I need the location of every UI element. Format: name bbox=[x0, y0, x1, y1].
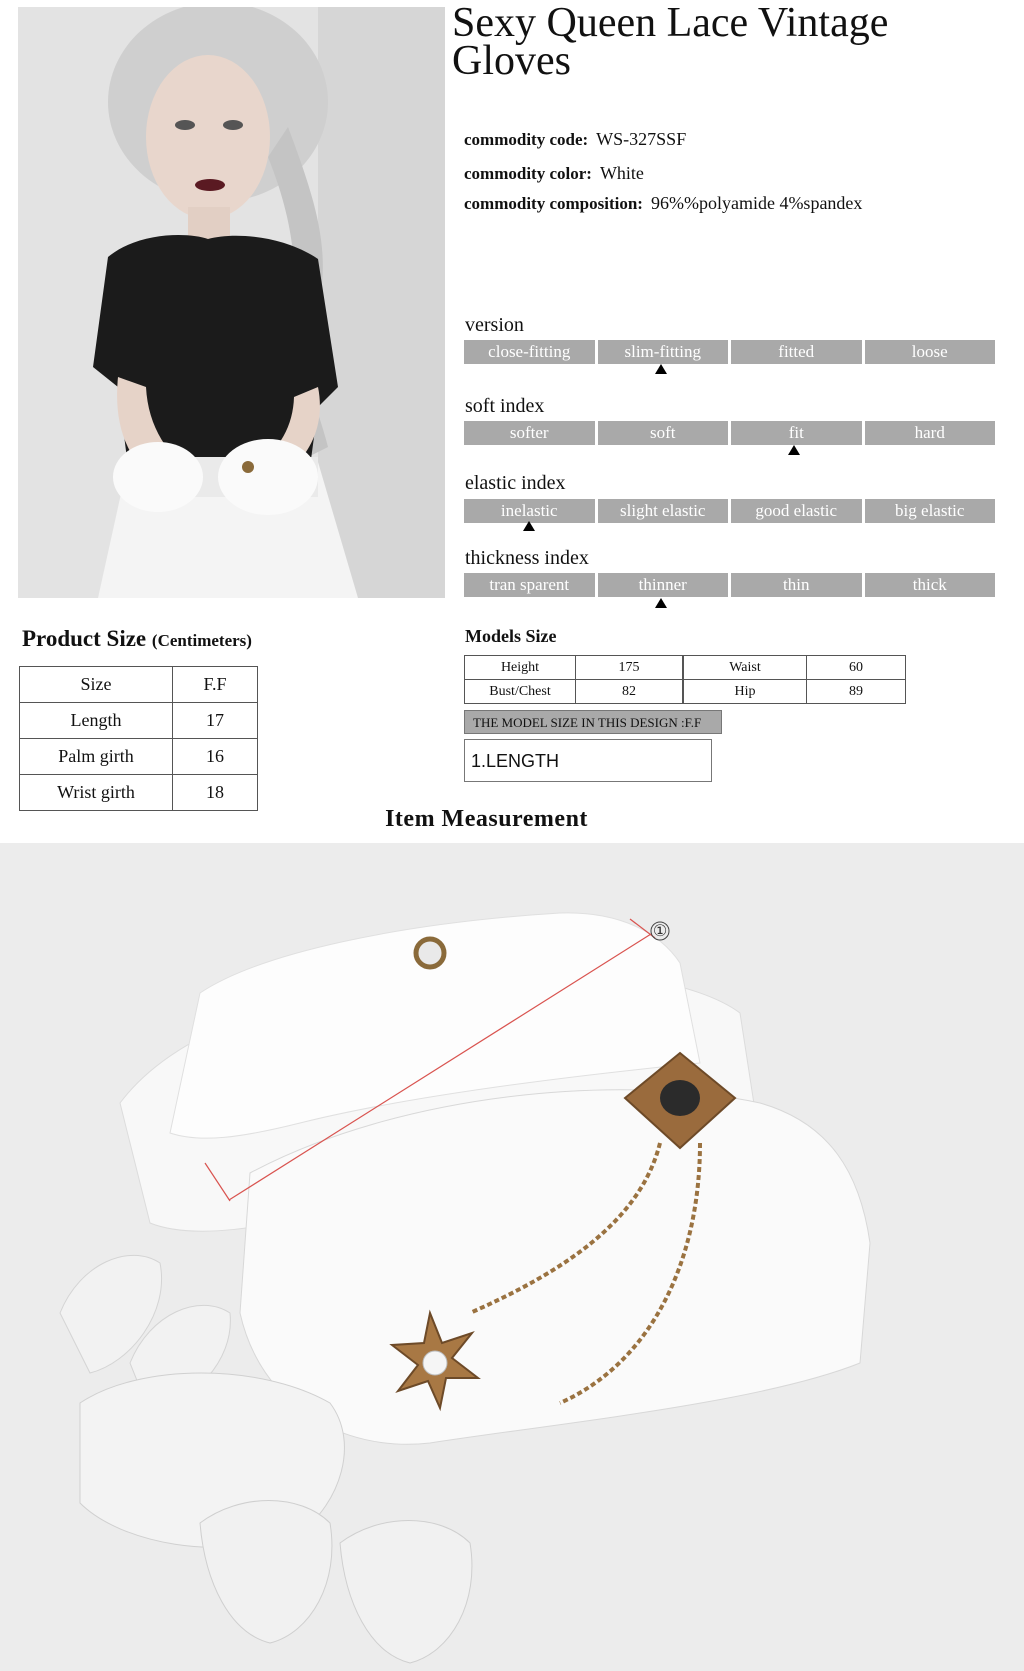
product-size-unit: (Centimeters) bbox=[151, 631, 252, 650]
measurement-marker: ① bbox=[652, 921, 668, 940]
models-cell: Waist bbox=[684, 656, 807, 680]
models-cell: 175 bbox=[576, 656, 683, 680]
product-size-title: Product Size bbox=[22, 626, 147, 651]
size-header: F.F bbox=[173, 667, 258, 703]
commodity-color-value: White bbox=[599, 163, 644, 183]
table-row bbox=[684, 680, 906, 704]
version-option: loose bbox=[865, 340, 996, 364]
version-option: slim-fitting bbox=[598, 340, 729, 364]
models-cell: Hip bbox=[684, 680, 807, 704]
soft-index-marker-icon bbox=[788, 445, 800, 455]
size-cell: Length bbox=[20, 703, 173, 739]
soft-index-option: fit bbox=[731, 421, 862, 445]
product-photo bbox=[0, 843, 1024, 1671]
item-measurement-heading: Item Measurement bbox=[385, 806, 588, 832]
version-row bbox=[464, 340, 995, 364]
commodity-composition-label: commodity composition: bbox=[464, 194, 643, 213]
thickness-index-option: thinner bbox=[598, 573, 729, 597]
size-cell: Palm girth bbox=[20, 739, 173, 775]
size-header: Size bbox=[20, 667, 173, 703]
models-size-table-left bbox=[464, 655, 683, 704]
size-cell: 17 bbox=[173, 703, 258, 739]
models-size-heading: Models Size bbox=[465, 626, 557, 646]
version-label: version bbox=[465, 314, 524, 336]
size-cell: 18 bbox=[173, 775, 258, 811]
size-cell: 16 bbox=[173, 739, 258, 775]
commodity-code-value: WS-327SSF bbox=[596, 129, 687, 149]
table-row bbox=[20, 667, 258, 703]
model-photo bbox=[18, 7, 445, 598]
models-cell: Height bbox=[465, 656, 576, 680]
table-row bbox=[465, 680, 683, 704]
table-row bbox=[465, 656, 683, 680]
commodity-color-label: commodity color: bbox=[464, 164, 592, 183]
commodity-code bbox=[464, 129, 686, 150]
version-option: close-fitting bbox=[464, 340, 595, 364]
commodity-composition-value: 96%%polyamide 4%spandex bbox=[650, 193, 863, 213]
product-size-table bbox=[19, 666, 258, 811]
models-cell: 82 bbox=[576, 680, 683, 704]
elastic-index-option: big elastic bbox=[865, 499, 996, 523]
table-row bbox=[684, 656, 906, 680]
soft-index-row bbox=[464, 421, 995, 445]
size-cell: Wrist girth bbox=[20, 775, 173, 811]
length-legend: 1.LENGTH bbox=[464, 739, 712, 782]
commodity-composition bbox=[464, 193, 862, 214]
table-row bbox=[20, 739, 258, 775]
thickness-index-row bbox=[464, 573, 995, 597]
version-option: fitted bbox=[731, 340, 862, 364]
thickness-index-option: thick bbox=[865, 573, 996, 597]
elastic-index-option: inelastic bbox=[464, 499, 595, 523]
elastic-index-row bbox=[464, 499, 995, 523]
models-cell: Bust/Chest bbox=[465, 680, 576, 704]
elastic-index-option: slight elastic bbox=[598, 499, 729, 523]
models-size-table-right bbox=[683, 655, 906, 704]
soft-index-option: hard bbox=[865, 421, 996, 445]
soft-index-option: softer bbox=[464, 421, 595, 445]
product-title: Sexy Queen Lace Vintage Gloves bbox=[452, 0, 889, 84]
commodity-color bbox=[464, 163, 644, 184]
models-cell: 60 bbox=[807, 656, 906, 680]
thickness-index-option: tran sparent bbox=[464, 573, 595, 597]
elastic-index-option: good elastic bbox=[731, 499, 862, 523]
elastic-index-marker-icon bbox=[523, 521, 535, 531]
elastic-index-label: elastic index bbox=[465, 472, 566, 494]
thickness-index-option: thin bbox=[731, 573, 862, 597]
thickness-index-marker-icon bbox=[655, 598, 667, 608]
soft-index-option: soft bbox=[598, 421, 729, 445]
thickness-index-label: thickness index bbox=[465, 547, 589, 569]
table-row bbox=[20, 703, 258, 739]
model-size-note: THE MODEL SIZE IN THIS DESIGN :F.F bbox=[464, 710, 722, 734]
models-cell: 89 bbox=[807, 680, 906, 704]
soft-index-label: soft index bbox=[465, 395, 545, 417]
version-marker-icon bbox=[655, 364, 667, 374]
commodity-code-label: commodity code: bbox=[464, 130, 589, 149]
product-size-heading bbox=[22, 626, 252, 652]
